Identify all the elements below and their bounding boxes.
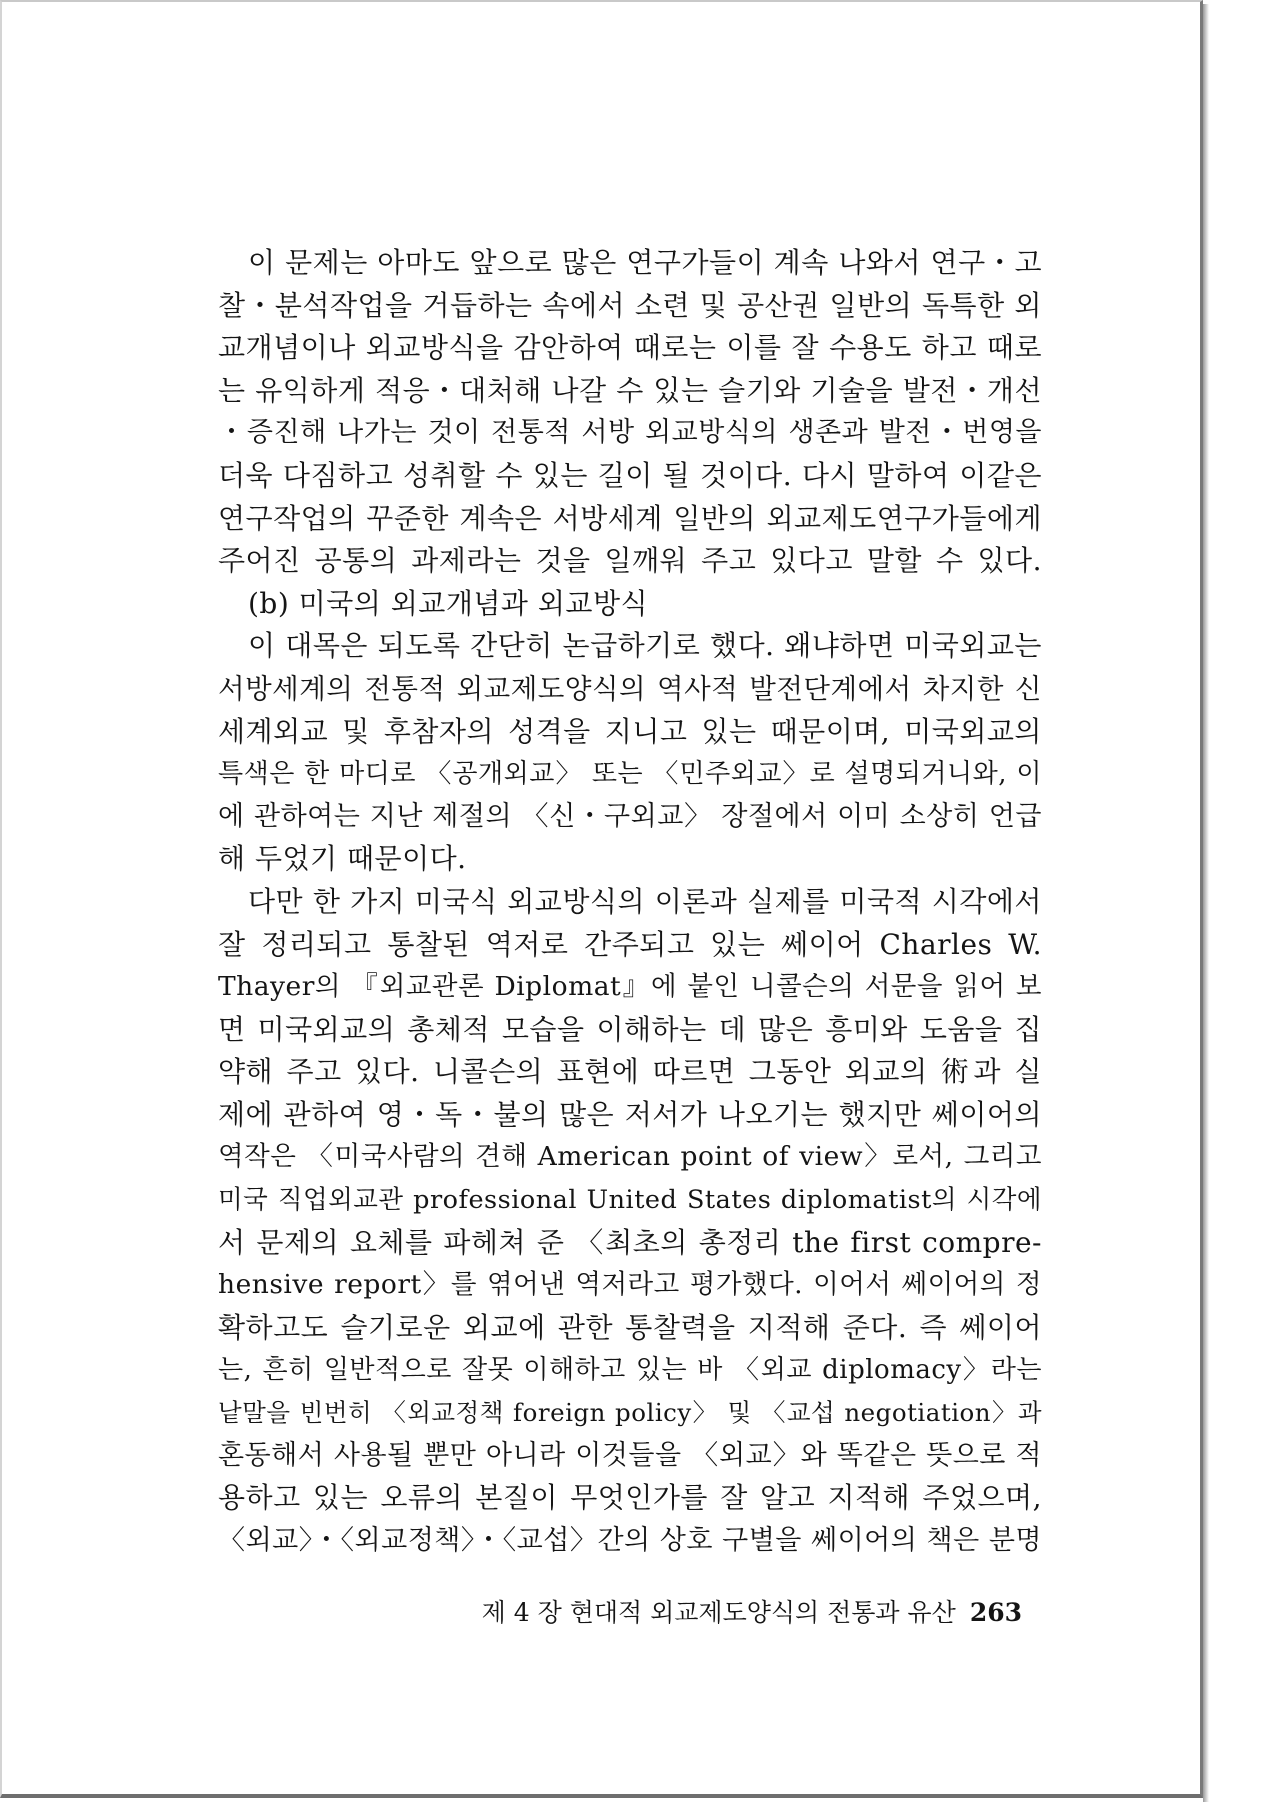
text-line: 잘 정리되고 통찰된 역저로 간주되고 있는 쎄이어 Charles W. (218, 927, 1042, 961)
page-number: 263 (969, 1598, 1022, 1627)
text-line: 미국 직업외교관 professional United States diplomatist의 시각에 (218, 1185, 1042, 1216)
text-line: 세계외교 및 후참자의 성격을 지니고 있는 때문이며, 미국외교의 (218, 714, 1042, 748)
text-line: 주어진 공통의 과제라는 것을 일깨워 주고 있다고 말할 수 있다. (218, 544, 1042, 578)
body-text (218, 242, 1042, 1562)
text-line: 확하고도 슬기로운 외교에 관한 통찰력을 지적해 준다. 즉 쎄이어 (218, 1310, 1042, 1344)
text-line: 에 관하여는 지난 제절의 〈신・구외교〉 장절에서 이미 소상히 언급 (218, 800, 1042, 832)
text-line: 낱말을 빈번히 〈외교정책 foreign policy〉 및 〈교섭 negotiation〉과 (218, 1398, 1042, 1428)
text-line: 〈외교〉・〈외교정책〉・〈교섭〉간의 상호 구별을 쎄이어의 책은 분명 (218, 1524, 1042, 1556)
page-footer (452, 1593, 1022, 1629)
text-line: 특색은 한 마디로 〈공개외교〉 또는 〈민주외교〉로 설명되거니와, 이 (218, 759, 1042, 790)
text-line: 더욱 다짐하고 성취할 수 있는 길이 될 것이다. 다시 말하여 이같은 (218, 458, 1042, 492)
text-line: 다만 한 가지 미국식 외교방식의 이론과 실제를 미국적 시각에서 (248, 884, 1042, 918)
text-line: 용하고 있는 오류의 본질이 무엇인가를 잘 알고 지적해 주었으며, (218, 1481, 1042, 1515)
text-line: 면 미국외교의 총체적 모습을 이해하는 데 많은 흥미와 도움을 집 (218, 1012, 1042, 1046)
page-edge-shadow (1203, 4, 1209, 1802)
text-line: 서 문제의 요체를 파헤쳐 준 〈최초의 총정리 the first compre- (218, 1225, 1042, 1259)
text-line: 혼동해서 사용될 뿐만 아니라 이것들을 〈외교〉와 똑같은 뜻으로 적 (218, 1439, 1042, 1471)
text-line: 해 두었기 때문이다. (218, 842, 467, 876)
text-line: 연구작업의 꾸준한 계속은 서방세계 일반의 외교제도연구가들에게 (218, 501, 1042, 535)
running-head: 제 4 장 현대적 외교제도양식의 전통과 유산 (481, 1598, 956, 1627)
text-line: 교개념이나 외교방식을 감안하여 때로는 이를 잘 수용도 하고 때로 (218, 331, 1042, 365)
text-line: 서방세계의 전통적 외교제도양식의 역사적 발전단계에서 차지한 신 (218, 672, 1042, 705)
text-line: ・증진해 나가는 것이 전통적 서방 외교방식의 생존과 발전・번영을 (218, 417, 1042, 449)
text-line: 이 대목은 되도록 간단히 논급하기로 했다. 왜냐하면 미국외교는 (248, 629, 1042, 663)
text-line: 역작은 〈미국사람의 견해 American point of view〉로서, 그리고 (218, 1141, 1042, 1173)
text-line: hensive report〉를 엮어낸 역저라고 평가했다. 이어서 쎄이어의 정 (218, 1269, 1042, 1301)
text-line: Thayer의 『외교관론 Diplomat』에 붙인 니콜슨의 서문을 읽어 보 (218, 971, 1042, 1003)
text-line: 이 문제는 아마도 앞으로 많은 연구가들이 계속 나와서 연구・고 (248, 246, 1042, 279)
text-line: 는 유익하게 적응・대처해 나갈 수 있는 슬기와 기술을 발전・개선 (218, 373, 1042, 407)
text-line: 약해 주고 있다. 니콜슨의 표현에 따르면 그동안 외교의 術과 실 (218, 1055, 1042, 1089)
section-heading: (b) 미국의 외교개념과 외교방식 (248, 586, 649, 620)
text-line: 제에 관하여 영・독・불의 많은 저서가 나오기는 했지만 쎄이어의 (218, 1097, 1042, 1131)
text-line: 는, 흔히 일반적으로 잘못 이해하고 있는 바 〈외교 diplomacy〉라는 (218, 1355, 1042, 1386)
text-line: 찰・분석작업을 거듭하는 속에서 소련 및 공산권 일반의 독특한 외 (218, 288, 1042, 322)
